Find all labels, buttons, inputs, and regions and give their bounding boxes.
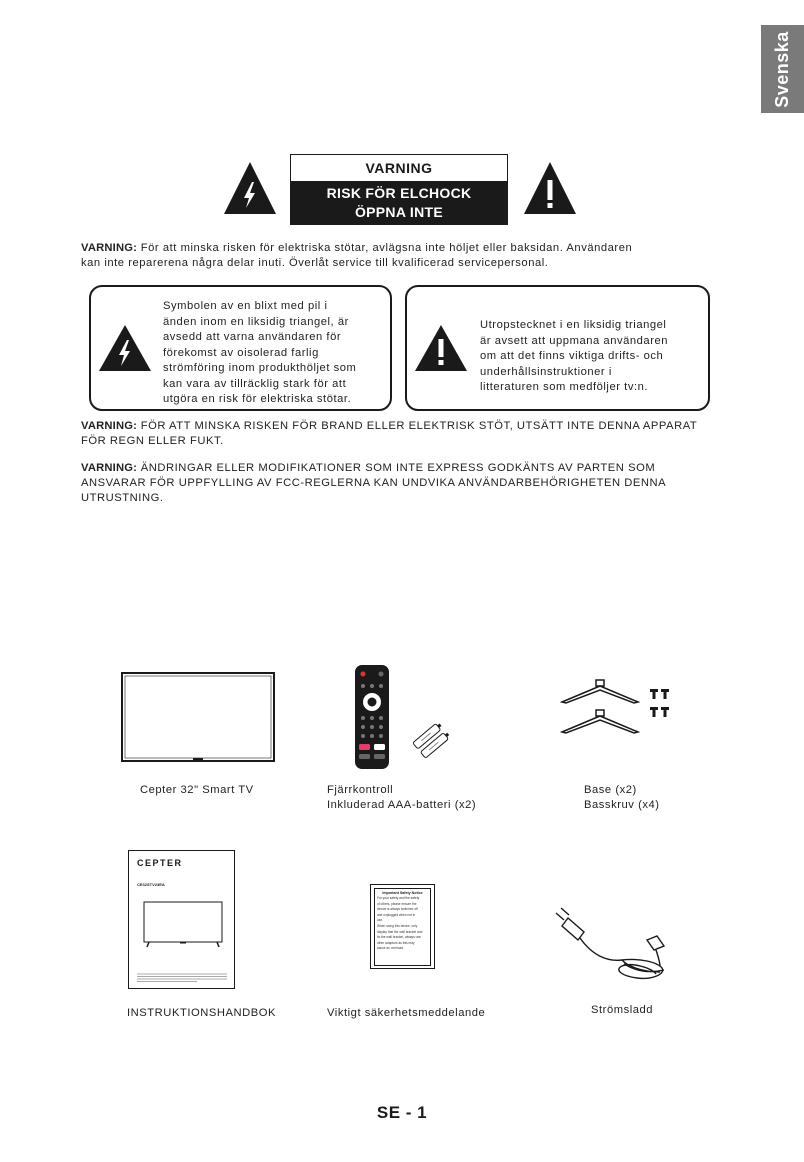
warning-paragraph-3 bbox=[81, 461, 721, 506]
lightning-text-line: kan vara av tillräcklig stark för att bbox=[163, 377, 347, 390]
lightning-text-line: utgöra en risk för elektriska stötar. bbox=[163, 393, 352, 405]
warning-paragraph-2 bbox=[81, 419, 721, 449]
warning-line-1: RISK FÖR ELCHOCK bbox=[326, 184, 472, 201]
notice-caption: Viktigt säkerhetsmeddelande bbox=[327, 1007, 486, 1019]
lightning-text-line: änden inom en liksidig triangel, är bbox=[163, 315, 349, 328]
notice-line: device is always switched off bbox=[377, 907, 418, 912]
manual-model: CE32STV23EA bbox=[137, 882, 165, 887]
paragraph3-line2: ANSVARAR FÖR UPPFYLLING AV FCC-REGLERNA KAN UNDVIKA ANVÄNDARBEHÖRIGHETEN DENNA bbox=[81, 477, 667, 489]
lightning-text-line: Symbolen av en blixt med pil i bbox=[163, 300, 328, 312]
cable-caption: Strömsladd bbox=[591, 1004, 654, 1016]
paragraph2-line2: FÖR REGN ELLER FUKT. bbox=[81, 435, 224, 447]
exclamation-text-line: Utropstecknet i en liksidig triangel bbox=[480, 319, 667, 331]
warning-line-2: ÖPPNA INTE bbox=[354, 203, 444, 220]
warning-label bbox=[290, 154, 508, 225]
notice-heading: Important Safety Notice bbox=[382, 891, 423, 895]
notice-line: other adaptors as this may bbox=[377, 940, 415, 945]
exclamation-explanation-box bbox=[405, 285, 710, 411]
aaa-batteries-illustration bbox=[412, 723, 452, 759]
exclamation-warning-icon bbox=[522, 160, 578, 216]
remote-caption-line2: Inkluderad AAA-batteri (x2) bbox=[327, 798, 477, 811]
warning-paragraph-1 bbox=[81, 241, 721, 271]
base-caption-line1: Base (x2) bbox=[584, 784, 637, 796]
exclamation-triangle-icon bbox=[413, 323, 469, 373]
exclamation-text-line: är avsett att uppmana användaren bbox=[480, 334, 669, 347]
base-caption bbox=[584, 783, 660, 812]
lightning-text-line: avsedd att varna användaren för bbox=[163, 331, 342, 343]
warning-title: VARNING bbox=[365, 160, 433, 176]
manual-fineprint-lines bbox=[137, 973, 227, 983]
lightning-text-line: förekomst av oisolerad farlig bbox=[163, 346, 319, 359]
notice-line: fix the wall bracket, always use bbox=[377, 935, 421, 940]
manual-tv-icon bbox=[143, 901, 223, 949]
paragraph1-line2: kan inte reparerena några delar inuti. Överlåt service till kvalificerad servicepersonal. bbox=[81, 257, 549, 269]
lightning-text-line: strömföring inom produkthöljet som bbox=[163, 362, 357, 374]
exclamation-text-line: litteraturen som medföljer tv:n. bbox=[480, 381, 649, 393]
warning-lead: VARNING: bbox=[81, 242, 138, 254]
manual-brand: CEPTER bbox=[137, 858, 183, 868]
tv-caption: Cepter 32" Smart TV bbox=[140, 784, 254, 796]
language-tab-label: Svenska bbox=[772, 30, 792, 108]
notice-line: and unplugged when not in bbox=[377, 912, 416, 917]
lightning-triangle-icon bbox=[97, 323, 153, 373]
safety-notice-illustration bbox=[370, 884, 435, 969]
base-stands-illustration bbox=[560, 676, 642, 738]
page-number: SE - 1 bbox=[376, 1103, 428, 1122]
remote-caption-line1: Fjärrkontroll bbox=[327, 784, 394, 796]
power-cable-illustration bbox=[552, 900, 677, 990]
paragraph1-line1: För att minska risken för elektriska stötar, avlägsna inte höljet eller baksidan. Användaren bbox=[137, 242, 633, 254]
notice-line: When using this device, only bbox=[377, 923, 418, 928]
manual-caption: INSTRUKTIONSHANDBOK bbox=[127, 1007, 277, 1019]
paragraph2-line1: FÖR ATT MINSKA RISKEN FÖR BRAND ELLER ELEKTRISK STÖT, UTSÄTT INTE DENNA APPARAT bbox=[137, 420, 698, 432]
lightning-warning-icon bbox=[222, 160, 278, 216]
notice-line: of others, please ensure the bbox=[377, 901, 417, 906]
paragraph3-line1: ÄNDRINGAR ELLER MODIFIKATIONER SOM INTE EXPRESS GODKÄNTS AV PARTEN SOM bbox=[137, 462, 656, 474]
language-tab bbox=[761, 25, 804, 113]
screws-illustration bbox=[649, 687, 671, 723]
notice-line: cause an overload. bbox=[377, 946, 404, 951]
paragraph3-line3: UTRUSTNING. bbox=[81, 492, 164, 504]
warning-lead: VARNING: bbox=[81, 462, 138, 474]
remote-caption bbox=[327, 783, 476, 812]
notice-line: use. bbox=[377, 918, 384, 923]
exclamation-text-line: underhållsinstruktioner i bbox=[480, 365, 612, 378]
warning-lead: VARNING: bbox=[81, 420, 138, 432]
remote-control-illustration bbox=[354, 664, 390, 770]
notice-line: display that the wall bracket and bbox=[377, 929, 423, 934]
tv-illustration bbox=[121, 672, 275, 766]
lightning-explanation-box bbox=[89, 285, 392, 411]
instruction-manual-illustration bbox=[128, 850, 235, 989]
base-caption-line2: Basskruv (x4) bbox=[584, 798, 660, 811]
notice-line: For your safety and the safety bbox=[377, 896, 420, 900]
exclamation-text-line: om att det finns viktiga drifts- och bbox=[480, 350, 664, 362]
